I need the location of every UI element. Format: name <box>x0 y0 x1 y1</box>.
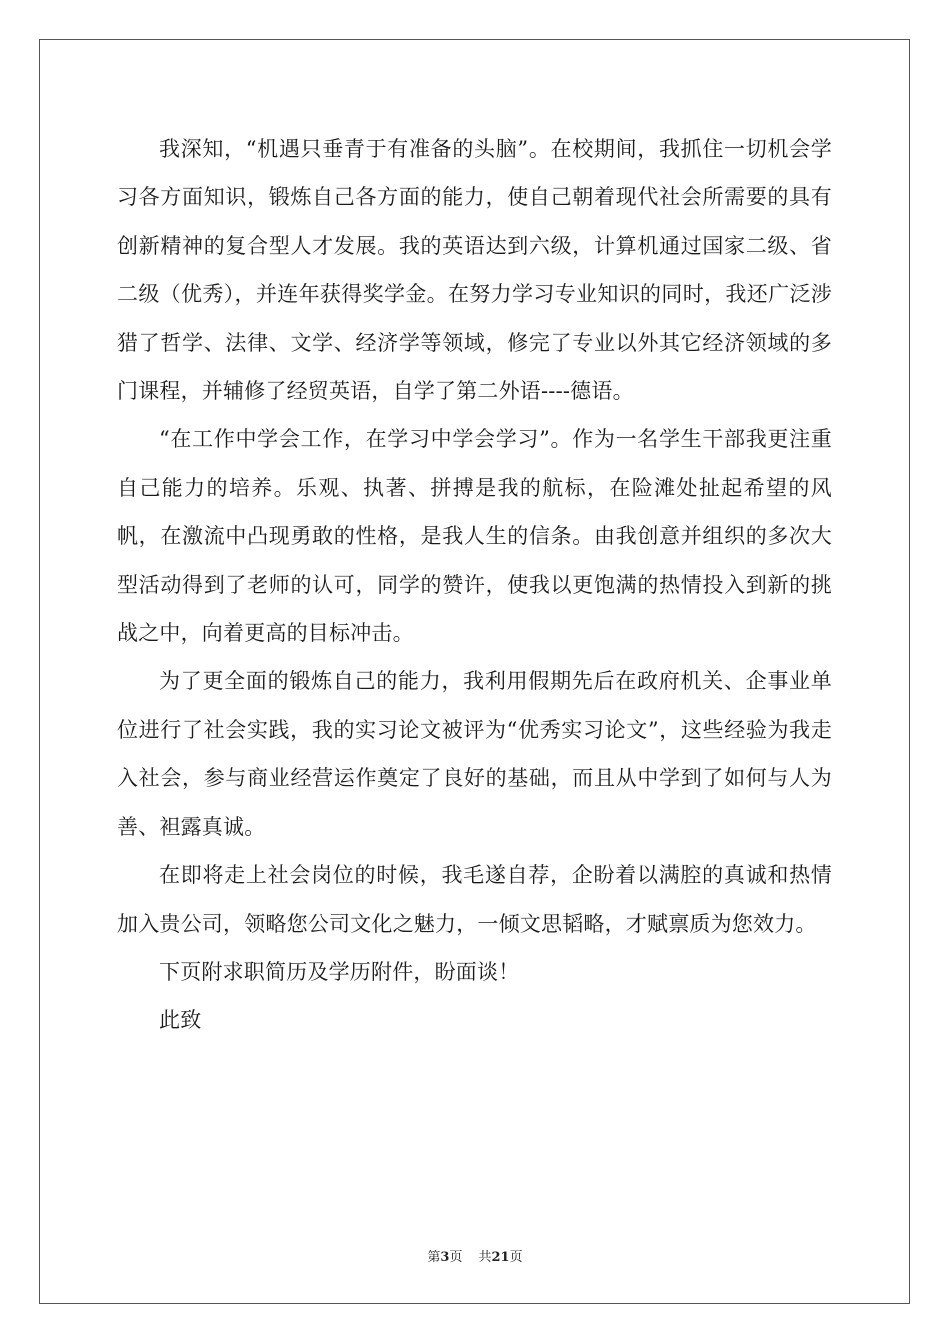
paragraph-closing: 此致 <box>159 1008 202 1033</box>
paragraph-study: 我深知，“机遇只垂青于有准备的头脑”。在校期间，我抓住一切机会学习各方面知识，锻炼自己各方面的能力，使自己朝着现代社会所需要的具有创新精神的复合型人才发展。我的英语达到六级，计算机通过国家二级、省二级（优秀），并连年获得奖学金。在努力学习专业知识的同时，我还广泛涉猎了哲学、法律、文学、经济学等领域，修完了专业以外其它经济领域的多门课程，并辅修了经贸英语，自学了第二外语----德语。 <box>117 137 832 404</box>
total-pages: 21 <box>491 1250 510 1265</box>
page-number: 3 <box>440 1250 450 1265</box>
page-footer <box>0 1246 950 1265</box>
paragraph-leadership: “在工作中学会工作，在学习中学会学习”。作为一名学生干部我更注重自己能力的培养。乐观、执著、拼搏是我的航标，在险滩处扯起希望的风帆，在激流中凸现勇敢的性格，是我人生的信条。由我创意并组织的多次大型活动得到了老师的认可，同学的赞许，使我以更饱满的热情投入到新的挑战之中，向着更高的目标冲击。 <box>117 427 832 646</box>
total-suffix: 页 <box>509 1250 523 1265</box>
paragraph-practice: 为了更全面的锻炼自己的能力，我利用假期先后在政府机关、企事业单位进行了社会实践，我的实习论文被评为“优秀实习论文”，这些经验为我走入社会，参与商业经营运作奠定了良好的基础，而且从中学到了如何与人为善、袒露真诚。 <box>117 669 832 839</box>
page-suffix: 页 <box>449 1250 463 1265</box>
document-body <box>117 125 832 1045</box>
total-prefix: 共 <box>478 1250 492 1265</box>
paragraph-self-recommendation: 在即将走上社会岗位的时候，我毛遂自荐，企盼着以满腔的真诚和热情加入贵公司，领略您公司文化之魅力，一倾文思韬略，才赋禀质为您效力。 <box>117 863 832 936</box>
page-prefix: 第 <box>427 1250 441 1265</box>
paragraph-attachment-note: 下页附求职简历及学历附件，盼面谈！ <box>159 959 520 984</box>
